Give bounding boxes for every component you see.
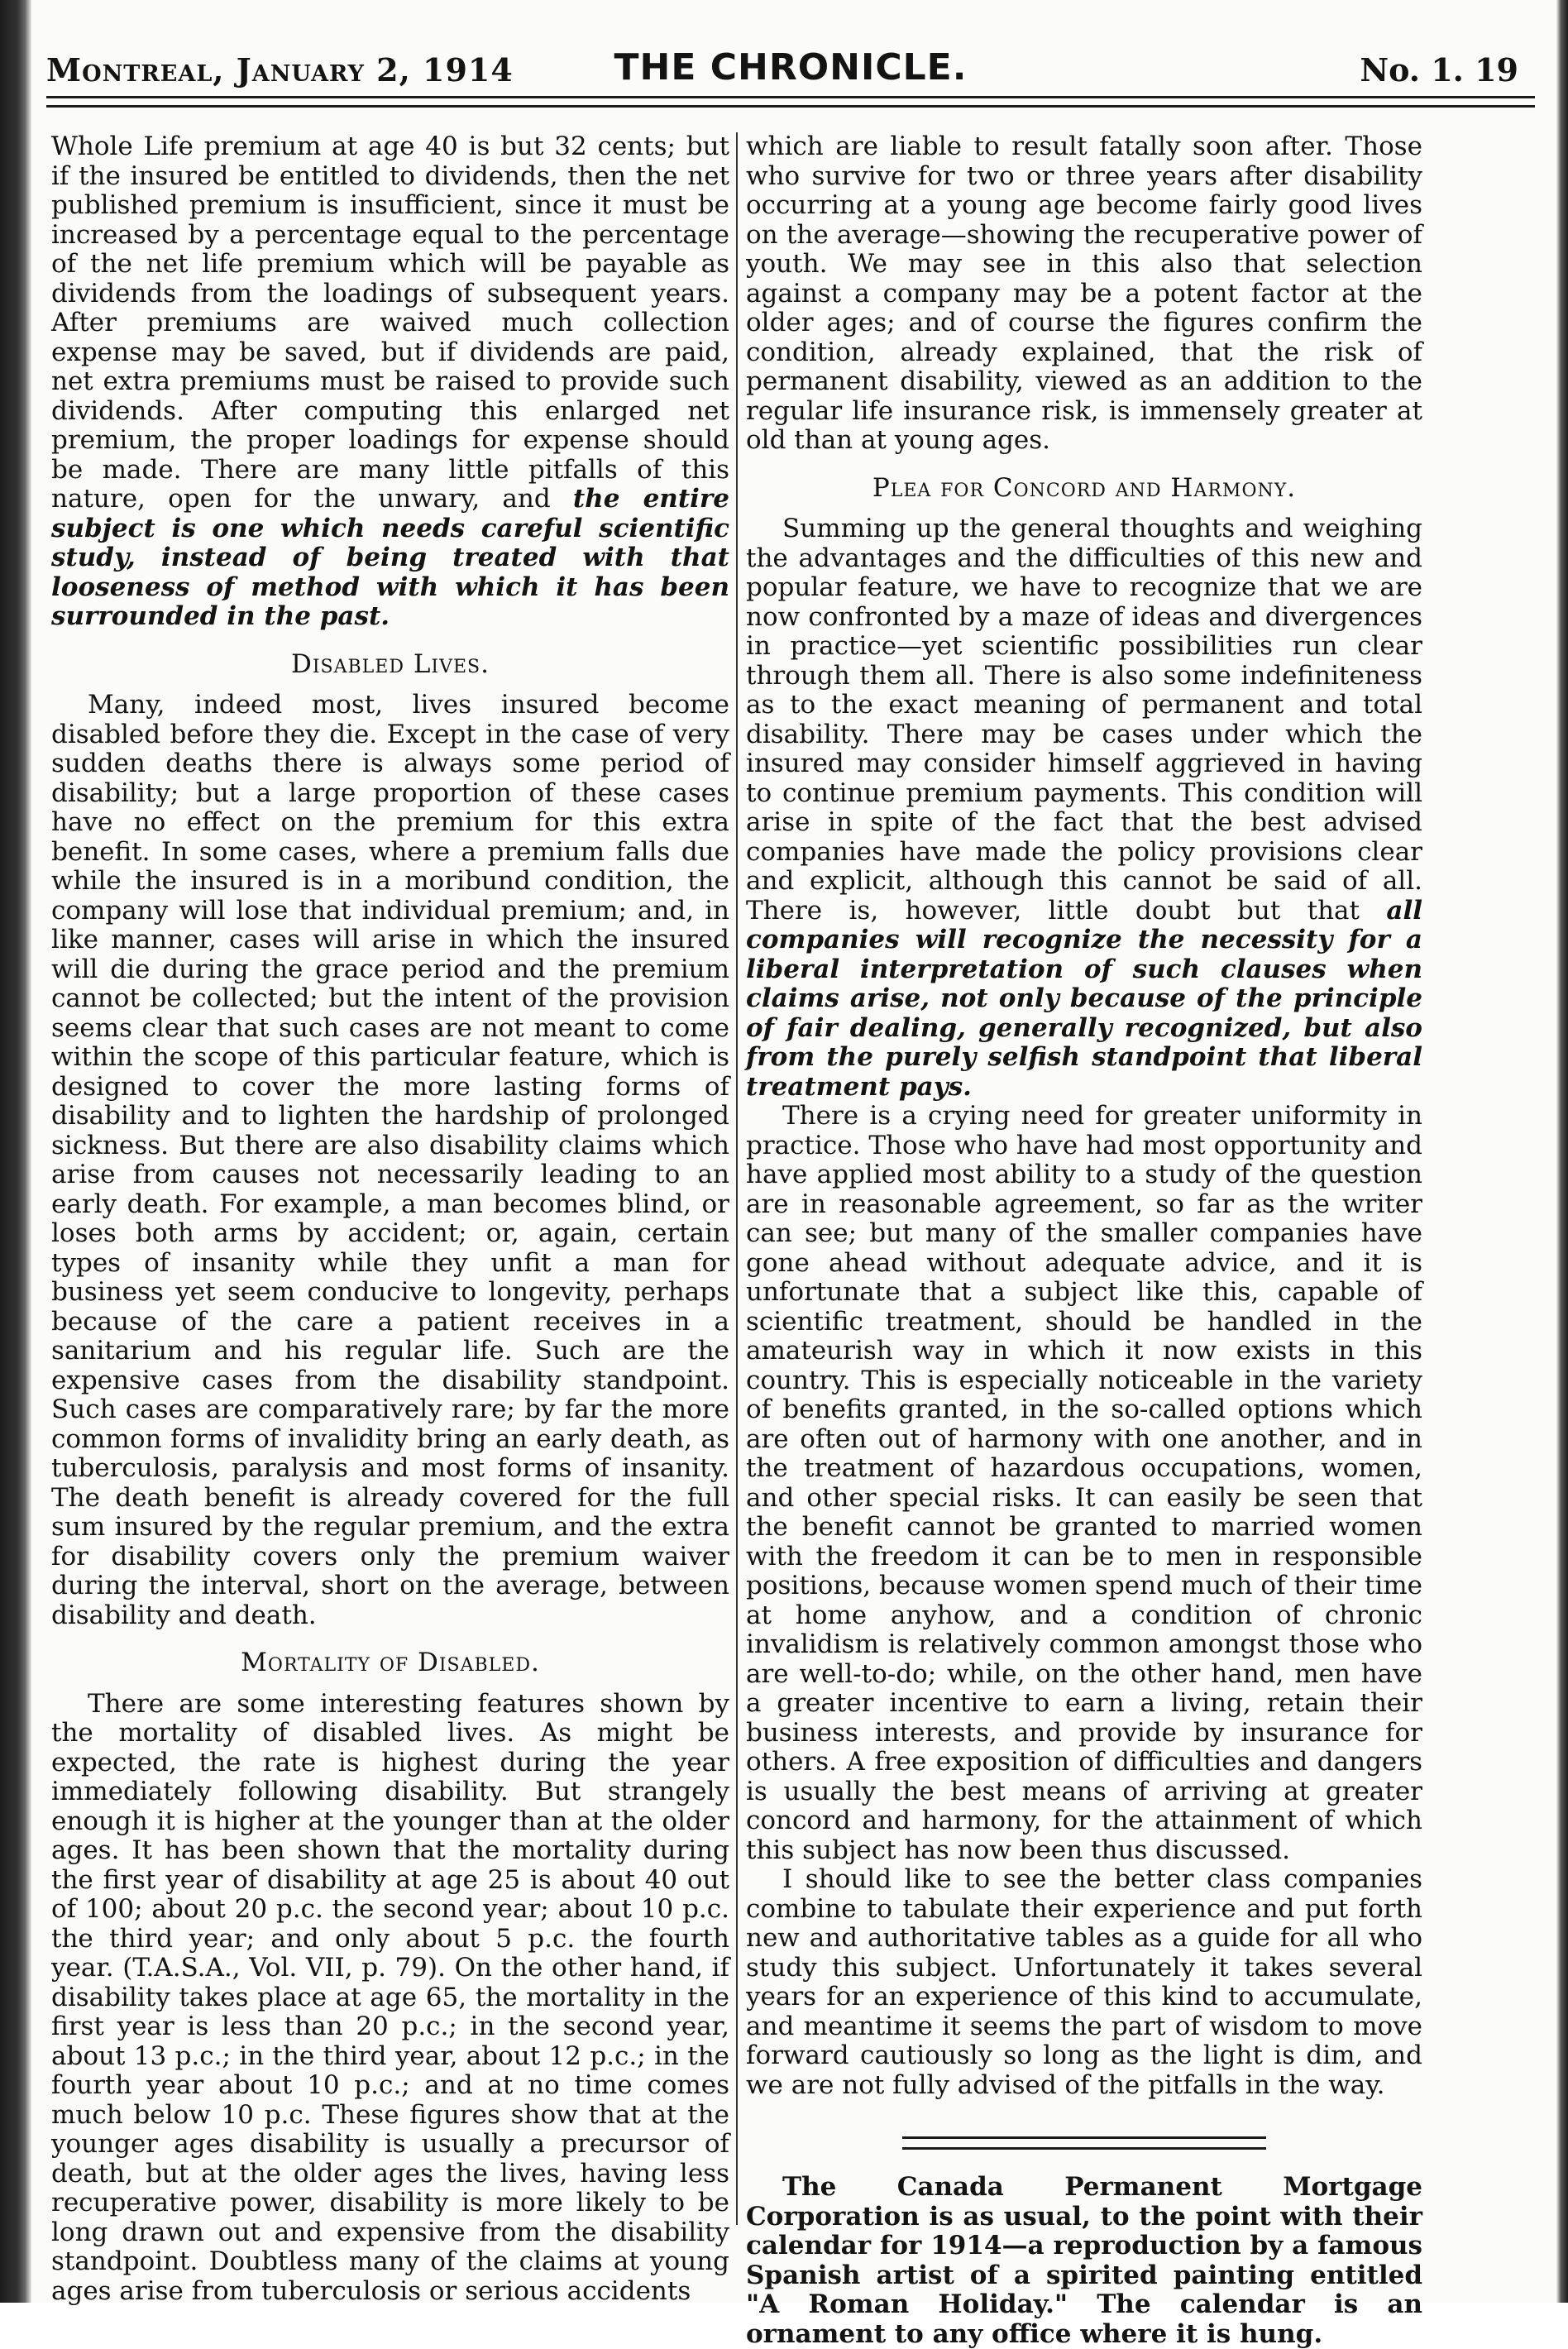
- left-column: [51, 132, 729, 2306]
- paragraph-plea: [746, 514, 1422, 1102]
- paragraph-continued: which are liable to result fatally soon after. Those who survive for two or three years after disability occurring at a young age become fairly good lives on the average—showing the recuperative power of youth. We may see in this also that selection against a company may be a potent factor at the older ages; and of course the figures confirm the condition, already explained, that the risk of permanent disability, viewed as an addition to the regular life insurance risk, is immensely greater at old than at young ages.: [746, 132, 1422, 455]
- paragraph-text: Whole Life premium at age 40 is but 32 cents; but if the insured be entitled to dividends, then the net published premium is insufficient, since it must be increased by a percentage equal to the percentage of the net life premium which will be payable as dividends from the loadings of subsequent years. After premiums are waived much collection expense may be saved, but if dividends are paid, net extra premiums must be raised to provide such dividends. After computing this enlarged net premium, the proper loadings for expense should be made. There are many little pitfalls of this nature, open for the unwary, and: [51, 132, 729, 514]
- right-column: [746, 132, 1422, 2349]
- emphasized-text: the entire subject is one which needs careful scientific study, instead of being treated with that looseness of method with which it has been surrounded in the past.: [51, 484, 729, 631]
- paragraph-conclusion: I should like to see the better class companies combine to tabulate their experience and put forth new and authoritative tables as a guide for all who study this subject. Unfortunately it takes several years for an experience of this kind to accumulate, and meantime it seems the part of wisdom to move forward cautiously so long as the light is dim, and we are not fully advised of the pitfalls in the way.: [746, 1864, 1422, 2100]
- paragraph-disabled-lives: Many, indeed most, lives insured become disabled before they die. Except in the case of very sudden deaths there is always some period of disability; but a large proportion of these cases have no effect on the premium for this extra benefit. In some cases, where a premium falls due while the insured is in a moribund condition, the company will lose that individual premium; and, in like manner, cases will arise in which the insured will die during the grace period and the premium cannot be collected; but the intent of the provision seems clear that such cases are not meant to come within the scope of this particular feature, which is designed to cover the more lasting forms of disability and to lighten the hardship of prolonged sickness. But there are also disability claims which arise from causes not necessarily leading to an early death. For example, a man becomes blind, or loses both arms by accident; or, again, certain types of insanity while they unfit a man for business yet seem conducive to longevity, perhaps because of the care a patient receives in a sanitarium and his regular life. Such are the expensive cases from the disability standpoint. Such cases are comparatively rare; by far the more common forms of invalidity bring an early death, as tuberculosis, paralysis and most forms of insanity. The death benefit is already covered for the full sum insured by the regular premium, and the extra for disability covers only the premium waiver during the interval, short on the average, between disability and death.: [51, 690, 729, 1630]
- paragraph-whole-life: [51, 132, 729, 632]
- page-binding-edge: [0, 0, 31, 2303]
- page-header: [46, 43, 1535, 103]
- column-divider: [736, 132, 738, 2225]
- publication-title: THE CHRONICLE.: [614, 46, 968, 89]
- dateline: Montreal, January 2, 1914: [46, 51, 514, 89]
- notice-separator-rule: [902, 2136, 1266, 2150]
- header-double-rule: [46, 96, 1535, 108]
- section-heading-mortality: Mortality of Disabled.: [241, 1648, 540, 1677]
- paragraph-mortality: There are some interesting features shown by the mortality of disabled lives. As might be expected, the rate is highest during the year immediately following disability. But strangely enough it is higher at the younger than at the older ages. It has been shown that the mortality during the first year of disability at age 25 is about 40 out of 100; about 20 p.c. the second year; about 10 p.c. the third year; and only about 5 p.c. the fourth year. (T.A.S.A., Vol. VII, p. 79). On the other hand, if disability takes place at age 65, the mortality in the first year is less than 20 p.c.; in the second year, about 13 p.c.; in the third year, about 12 p.c.; in the fourth year about 10 p.c.; and at no time comes much below 10 p.c. These figures show that at the younger ages disability is usually a precursor of death, but at the older ages the lives, having less recuperative power, disability is more likely to be long drawn out and expensive from the disability standpoint. Doubtless many of the claims at young ages arise from tuberculosis or serious accidents: [51, 1688, 729, 2306]
- page-right-edge: [1556, 0, 1568, 2303]
- italic-text: all companies will recognize the necessity for a liberal interpretation of such clauses when claims arise, not only because of the principle of fair dealing, generally recognized, but also from the purely selfish standpoint that liberal treatment pays.: [746, 895, 1422, 1102]
- section-heading-disabled-lives: Disabled Lives.: [291, 648, 490, 679]
- paragraph-calendar-notice: The Canada Permanent Mortgage Corporation is as usual, to the point with their calendar for 1914—a reproduction by a famous Spanish artist of a spirited painting entitled "A Roman Holiday." The calendar is an ornament to any office where it is hung.: [746, 2172, 1422, 2349]
- issue-page-number: No. 1. 19: [1360, 51, 1518, 89]
- section-heading-plea: Plea for Concord and Harmony.: [872, 472, 1297, 503]
- paragraph-text: Summing up the general thoughts and weighing the advantages and the difficulties of this new and popular feature, we have to recognize that we are now confronted by a maze of ideas and divergences in practice—yet scientific possibilities run clear through them all. There is also some indefiniteness as to the exact meaning of permanent and total disability. There may be cases under which the insured may consider himself aggrieved in having to continue premium payments. This condition will arise in spite of the fact that the best advised companies have made the policy provisions clear and explicit, although this cannot be said of all. There is, however, little doubt but that: [746, 514, 1422, 926]
- paragraph-uniformity: There is a crying need for greater uniformity in practice. Those who have had most opportunity and have applied most ability to a study of the question are in reasonable agreement, so far as the writer can see; but many of the smaller companies have gone ahead without adequate advice, and it is unfortunate that a subject like this, capable of scientific treatment, should be handled in the amateurish way in which it now exists in this country. This is especially noticeable in the variety of benefits granted, in the so-called options which are often out of harmony with one another, and in the treatment of hazardous occupations, women, and other special risks. It can easily be seen that the benefit cannot be granted to married women with the freedom it can be to men in responsible positions, because women spend much of their time at home anyhow, and a condition of chronic invalidism is relatively common amongst those who are well-to-do; while, on the other hand, men have a greater incentive to earn a living, retain their business interests, and provide by insurance for others. A free exposition of difficulties and dangers is usually the best means of arriving at greater concord and harmony, for the attainment of which this subject has now been thus discussed.: [746, 1101, 1422, 1865]
